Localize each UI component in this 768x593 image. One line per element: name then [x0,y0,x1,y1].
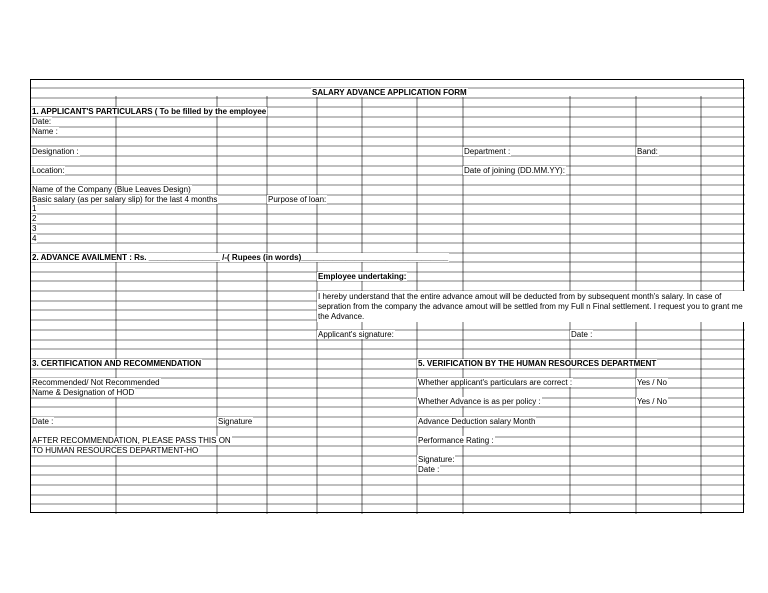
salary-row-number: 4 [32,234,37,243]
yes-no-option: Yes / No [637,397,667,406]
employee-undertaking-heading: Employee undertaking: [318,272,407,281]
hr-signature-label: Signature: [418,455,455,464]
applicant-signature-label: Applicant's signature: [318,330,394,339]
undertaking-date-label: Date : [571,330,593,339]
name-label: Name : [32,127,58,136]
band-label: Band: [637,147,658,156]
basic-salary-label: Basic salary (as per salary slip) for the last 4 months [32,195,218,204]
recommended-label: Recommended/ Not Recommended [32,378,160,387]
salary-advance-form [30,79,744,513]
hod-signature-label: Signature [218,417,253,426]
pass-on-instruction: AFTER RECOMMENDATION, PLEASE PASS THIS ON [32,436,231,445]
purpose-of-loan-label: Purpose of loan: [268,195,327,204]
hod-name-label: Name & Designation of HOD [32,388,135,397]
undertaking-text: I hereby understand that the entire advance amout will be deducted from by subsequent month's salary. In case of sepration from the company the advance amout will be settled from my Full n Final settlement. I request you to grant me the Advance. [317,291,745,322]
advance-policy-label: Whether Advance is as per policy : [418,397,541,406]
recommendation-date-label: Date : [32,417,54,426]
section5-heading: 5. VERIFICATION BY THE HUMAN RESOURCES DEPARTMENT [418,359,657,368]
section1-heading: 1. APPLICANT'S PARTICULARS ( To be filled by the employee [32,107,267,116]
department-label: Department : [464,147,511,156]
salary-row-number: 2 [32,214,37,223]
particulars-correct-label: Whether applicant's particulars are correct : [418,378,573,387]
location-label: Location: [32,166,65,175]
company-name-label: Name of the Company (Blue Leaves Design) [32,185,191,194]
date-of-joining-label: Date of joining (DD.MM.YY): [464,166,565,175]
performance-rating-label: Performance Rating : [418,436,494,445]
form-title: SALARY ADVANCE APPLICATION FORM [312,88,467,97]
salary-row-number: 3 [32,224,37,233]
pass-on-instruction: TO HUMAN RESOURCES DEPARTMENT-HO [32,446,199,455]
date-label: Date: [32,117,52,126]
section2-heading: 2. ADVANCE AVAILMENT : Rs. ________________ /-( Rupees (in words)_________________________________ [32,253,449,262]
salary-row-number: 1 [32,204,37,213]
deduction-month-label: Advance Deduction salary Month [418,417,536,426]
hr-date-label: Date : [418,465,440,474]
section3-heading: 3. CERTIFICATION AND RECOMMENDATION [32,359,202,368]
yes-no-option: Yes / No [637,378,667,387]
designation-label: Designation : [32,147,79,156]
